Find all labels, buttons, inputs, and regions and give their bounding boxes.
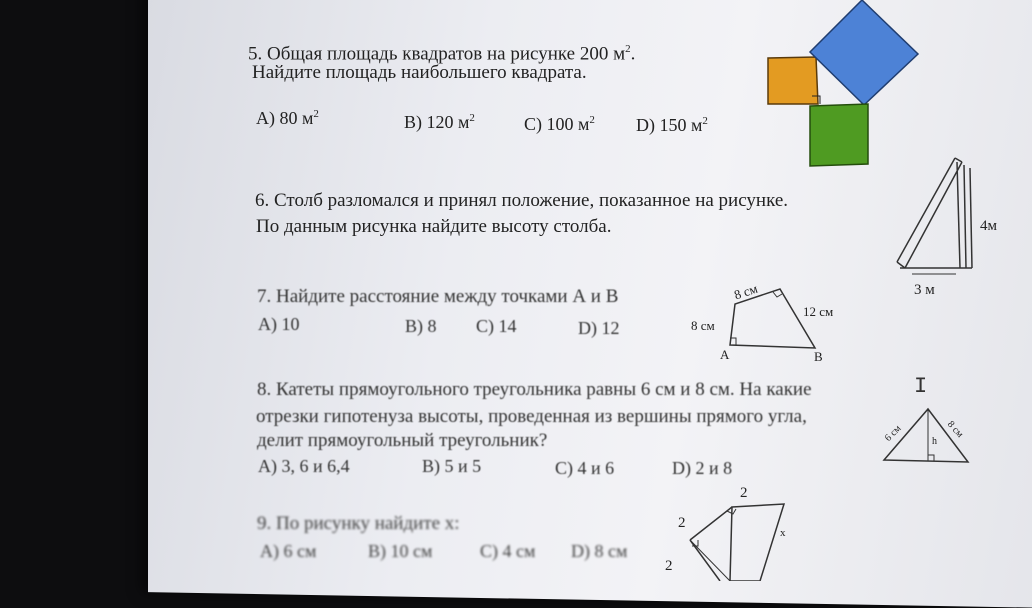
q9-bottom-label: 2 — [665, 558, 673, 574]
q7-line1: 7. Найдите расстояние между точками А и В — [257, 286, 619, 307]
q7-top-label: 8 см — [732, 280, 760, 303]
q7-answer-b: B) 8 — [405, 316, 437, 336]
q8-line1: 8. Катеты прямоугольного треугольника равны 6 см и 8 см. На какие — [257, 379, 812, 400]
q9-top-label: 2 — [740, 485, 748, 501]
text-cursor-icon: I — [914, 374, 928, 399]
q5-answer-c: C) 100 $м^2$ — [524, 114, 595, 134]
q9-answer-b: B) 10 см — [368, 541, 433, 561]
q9-left-label: 2 — [678, 515, 686, 531]
q9-line1: 9. По рисунку найдите х: — [257, 513, 460, 534]
q7-point-b: В — [814, 349, 823, 364]
q9-answer-a: A) 6 см — [260, 541, 317, 561]
q7-answer-c: C) 14 — [476, 316, 517, 336]
q5-answer-b: B) 120 $м^2$ — [404, 112, 475, 132]
q6-height-label: 4м — [980, 218, 997, 234]
q9-answer-d: D) 8 см — [571, 541, 628, 561]
q5-answer-a: A) 80 $м^2$ — [256, 108, 319, 128]
q8-answer-d: D) 2 и 8 — [672, 458, 733, 478]
q8-answer-b: B) 5 и 5 — [422, 456, 482, 476]
q7-left-label: 8 см — [691, 318, 715, 333]
q5-answer-d: D) 150 $м^2$ — [636, 115, 708, 135]
q5-line1: 5. Общая площадь квадратов на рисунке 200 $м^2$. — [248, 43, 636, 65]
q8-right-label: 8 см — [944, 419, 966, 440]
q8-answer-a: A) 3, 6 и 6,4 — [258, 456, 350, 476]
q8-left-label: 6 см — [882, 423, 904, 444]
q9-x-label: x — [780, 527, 786, 539]
q6-base-label: 3 м — [914, 282, 935, 298]
q7-answer-a: A) 10 — [258, 314, 300, 334]
q6-line1: 6. Столб разломался и принял положение, показанное на рисунке. — [255, 190, 789, 211]
q5-line2: Найдите площадь наибольшего квадрата. — [252, 62, 587, 83]
q7-right-label: 12 см — [803, 304, 834, 319]
q8-height-label: h — [932, 436, 937, 447]
q6-line2: По данным рисунка найдите высоту столба. — [256, 216, 612, 237]
q7-answer-d: D) 12 — [578, 318, 620, 338]
q8-line2: отрезки гипотенуза высоты, проведенная из вершины прямого угла, — [256, 406, 807, 427]
q8-line3: делит прямоугольный треугольник? — [257, 430, 548, 451]
q7-point-a: А — [720, 347, 730, 362]
q9-answer-c: C) 4 см — [480, 541, 536, 561]
q8-answer-c: C) 4 и 6 — [555, 458, 615, 478]
